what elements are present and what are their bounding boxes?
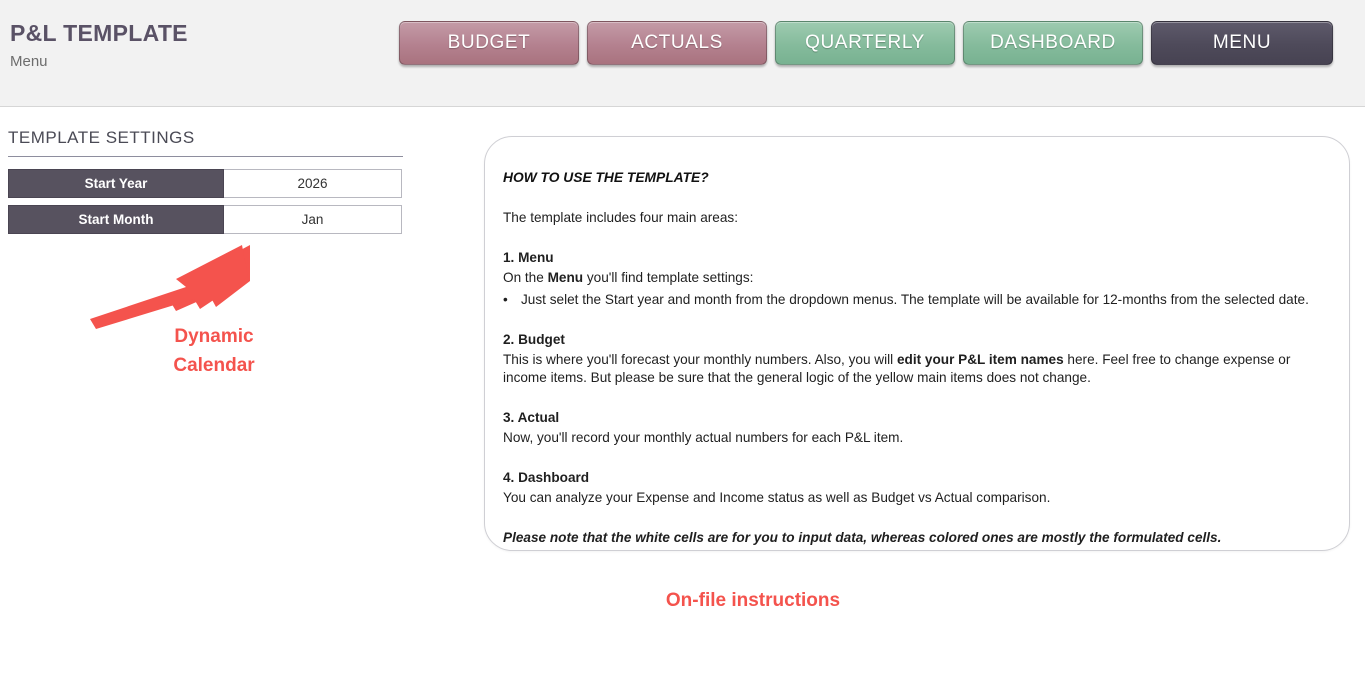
annotation-dynamic-calendar xyxy=(150,322,278,380)
nav-button-budget[interactable] xyxy=(399,21,579,65)
instructions-section-dashboard-body: You can analyze your Expense and Income status as well as Budget vs Actual comparison. xyxy=(503,489,1051,505)
instructions-section-menu-heading: 1. Menu xyxy=(503,250,554,266)
instructions-section-actual xyxy=(503,409,1309,447)
budget-body-bold: edit your P&L item names xyxy=(896,351,1064,367)
nav-button-quarterly[interactable] xyxy=(775,21,955,65)
annotation-on-file-instructions: On-file instructions xyxy=(665,590,841,611)
setting-row-start-month xyxy=(8,205,404,234)
nav-button-dashboard[interactable] xyxy=(963,21,1143,65)
annotation-dynamic-calendar-line1: Dynamic xyxy=(174,326,254,347)
annotation-arrow-icon xyxy=(80,243,270,333)
start-year-dropdown[interactable]: 2026 xyxy=(224,169,402,198)
instructions-section-actual-heading: 3. Actual xyxy=(503,409,560,425)
instructions-section-budget xyxy=(503,331,1309,387)
instructions-section-menu xyxy=(503,249,1309,309)
bullet-dot-icon: • xyxy=(503,292,508,308)
nav-button-dashboard-label: DASHBOARD xyxy=(990,32,1116,53)
instructions-section-budget-heading: 2. Budget xyxy=(503,331,565,347)
annotation-dynamic-calendar-line2: Calendar xyxy=(173,355,255,376)
template-settings-heading: TEMPLATE SETTINGS xyxy=(8,128,403,157)
nav-button-actuals-label: ACTUALS xyxy=(631,32,723,53)
instructions-note: Please note that the white cells are for you to input data, whereas colored ones are mostly the formulated cells. xyxy=(503,529,1222,545)
instructions-section-menu-bullet xyxy=(503,291,1309,309)
instructions-card xyxy=(484,136,1350,551)
instructions-card-body xyxy=(485,137,1349,546)
page-subtitle: Menu xyxy=(10,53,48,70)
app-header xyxy=(0,0,1365,107)
instructions-section-dashboard xyxy=(503,469,1309,507)
instructions-section-actual-body: Now, you'll record your monthly actual numbers for each P&L item. xyxy=(503,429,904,445)
budget-body-pre: This is where you'll forecast your monthly numbers. Also, you will xyxy=(503,351,897,367)
nav-button-budget-label: BUDGET xyxy=(447,32,531,53)
instructions-section-budget-body xyxy=(503,351,1309,387)
instructions-title: HOW TO USE THE TEMPLATE? xyxy=(503,170,709,185)
menu-lead-post: you'll find template settings: xyxy=(583,270,754,286)
start-month-dropdown[interactable]: Jan xyxy=(224,205,402,234)
nav-button-actuals[interactable] xyxy=(587,21,767,65)
budget-body-post: here. Feel free to change expense or income items. But please be sure that the general logic of the yellow main items does not change. xyxy=(503,351,1291,385)
page-title: P&L TEMPLATE xyxy=(10,20,188,46)
instructions-section-dashboard-heading: 4. Dashboard xyxy=(503,469,590,485)
nav-button-quarterly-label: QUARTERLY xyxy=(805,32,925,53)
nav-button-group xyxy=(399,21,1333,65)
start-month-label: Start Month xyxy=(8,205,224,234)
template-settings-panel xyxy=(8,128,404,234)
nav-button-menu-label: MENU xyxy=(1212,32,1272,53)
start-year-label: Start Year xyxy=(8,169,224,198)
instructions-intro: The template includes four main areas: xyxy=(503,210,738,226)
nav-button-menu[interactable] xyxy=(1151,21,1333,65)
setting-row-start-year xyxy=(8,169,404,198)
instructions-section-menu-bullet-text: Just selet the Start year and month from the dropdown menus. The template will be available for 12-months from the selected date. xyxy=(521,292,1309,308)
menu-lead-pre: On the xyxy=(503,270,548,286)
title-block xyxy=(10,20,188,71)
menu-lead-bold: Menu xyxy=(547,270,584,286)
instructions-section-menu-lead xyxy=(503,269,1309,287)
